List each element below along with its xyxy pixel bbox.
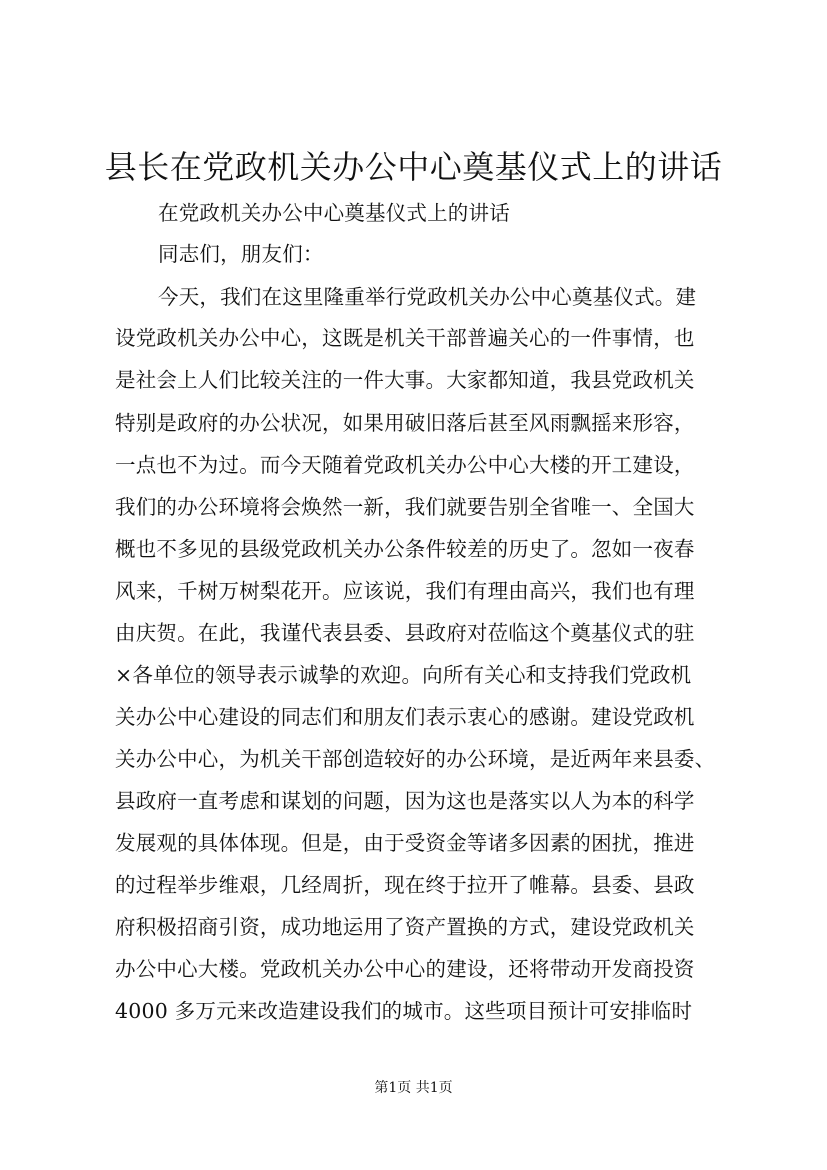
- body-line: ×各单位的领导表示诚挚的欢迎。向所有关心和支持我们党政机: [115, 663, 692, 687]
- body-line: 我们的办公环境将会焕然一新，我们就要告别全省唯一、全国大: [115, 495, 695, 519]
- body-line: 县政府一直考虑和谋划的问题，因为这也是落实以人为本的科学: [115, 789, 695, 813]
- greeting: 同志们，朋友们：: [158, 242, 324, 266]
- body-line: 府积极招商引资，成功地运用了资产置换的方式，建设党政机关: [115, 915, 695, 939]
- body-line: 概也不多见的县级党政机关办公条件较差的历史了。忽如一夜春: [115, 537, 695, 561]
- body-line: 是社会上人们比较关注的一件大事。大家都知道，我县党政机关: [115, 368, 695, 392]
- body-line: 今天，我们在这里隆重举行党政机关办公中心奠基仪式。建: [158, 285, 697, 309]
- body-line: 设党政机关办公中心，这既是机关干部普遍关心的一件事情，也: [115, 326, 695, 350]
- page-footer: 第1页 共1页: [374, 1080, 453, 1096]
- body-line: 发展观的具体体现。但是，由于受资金等诸多因素的困扰，推进: [115, 831, 695, 855]
- body-line: 的过程举步维艰，几经周折，现在终于拉开了帷幕。县委、县政: [115, 873, 695, 897]
- body-line: 由庆贺。在此，我谨代表县委、县政府对莅临这个奠基仪式的驻: [115, 621, 695, 645]
- body-line: 办公中心大楼。党政机关办公中心的建设，还将带动开发商投资: [115, 957, 695, 981]
- document-subtitle: 在党政机关办公中心奠基仪式上的讲话: [158, 201, 510, 225]
- body-line: 关办公中心建设的同志们和朋友们表示衷心的感谢。建设党政机: [115, 705, 695, 729]
- body-line: 4000 多万元来改造建设我们的城市。这些项目预计可安排临时: [115, 999, 693, 1023]
- body-line: 关办公中心，为机关干部创造较好的办公环境，是近两年来县委、: [115, 747, 716, 771]
- body-line: 特别是政府的办公状况，如果用破旧落后甚至风雨飘摇来形容，: [115, 411, 695, 435]
- body-line: 一点也不为过。而今天随着党政机关办公中心大楼的开工建设，: [115, 453, 695, 477]
- body-line: 风来，千树万树梨花开。应该说，我们有理由高兴，我们也有理: [115, 579, 695, 603]
- document-title: 县长在党政机关办公中心奠基仪式上的讲话: [104, 148, 723, 186]
